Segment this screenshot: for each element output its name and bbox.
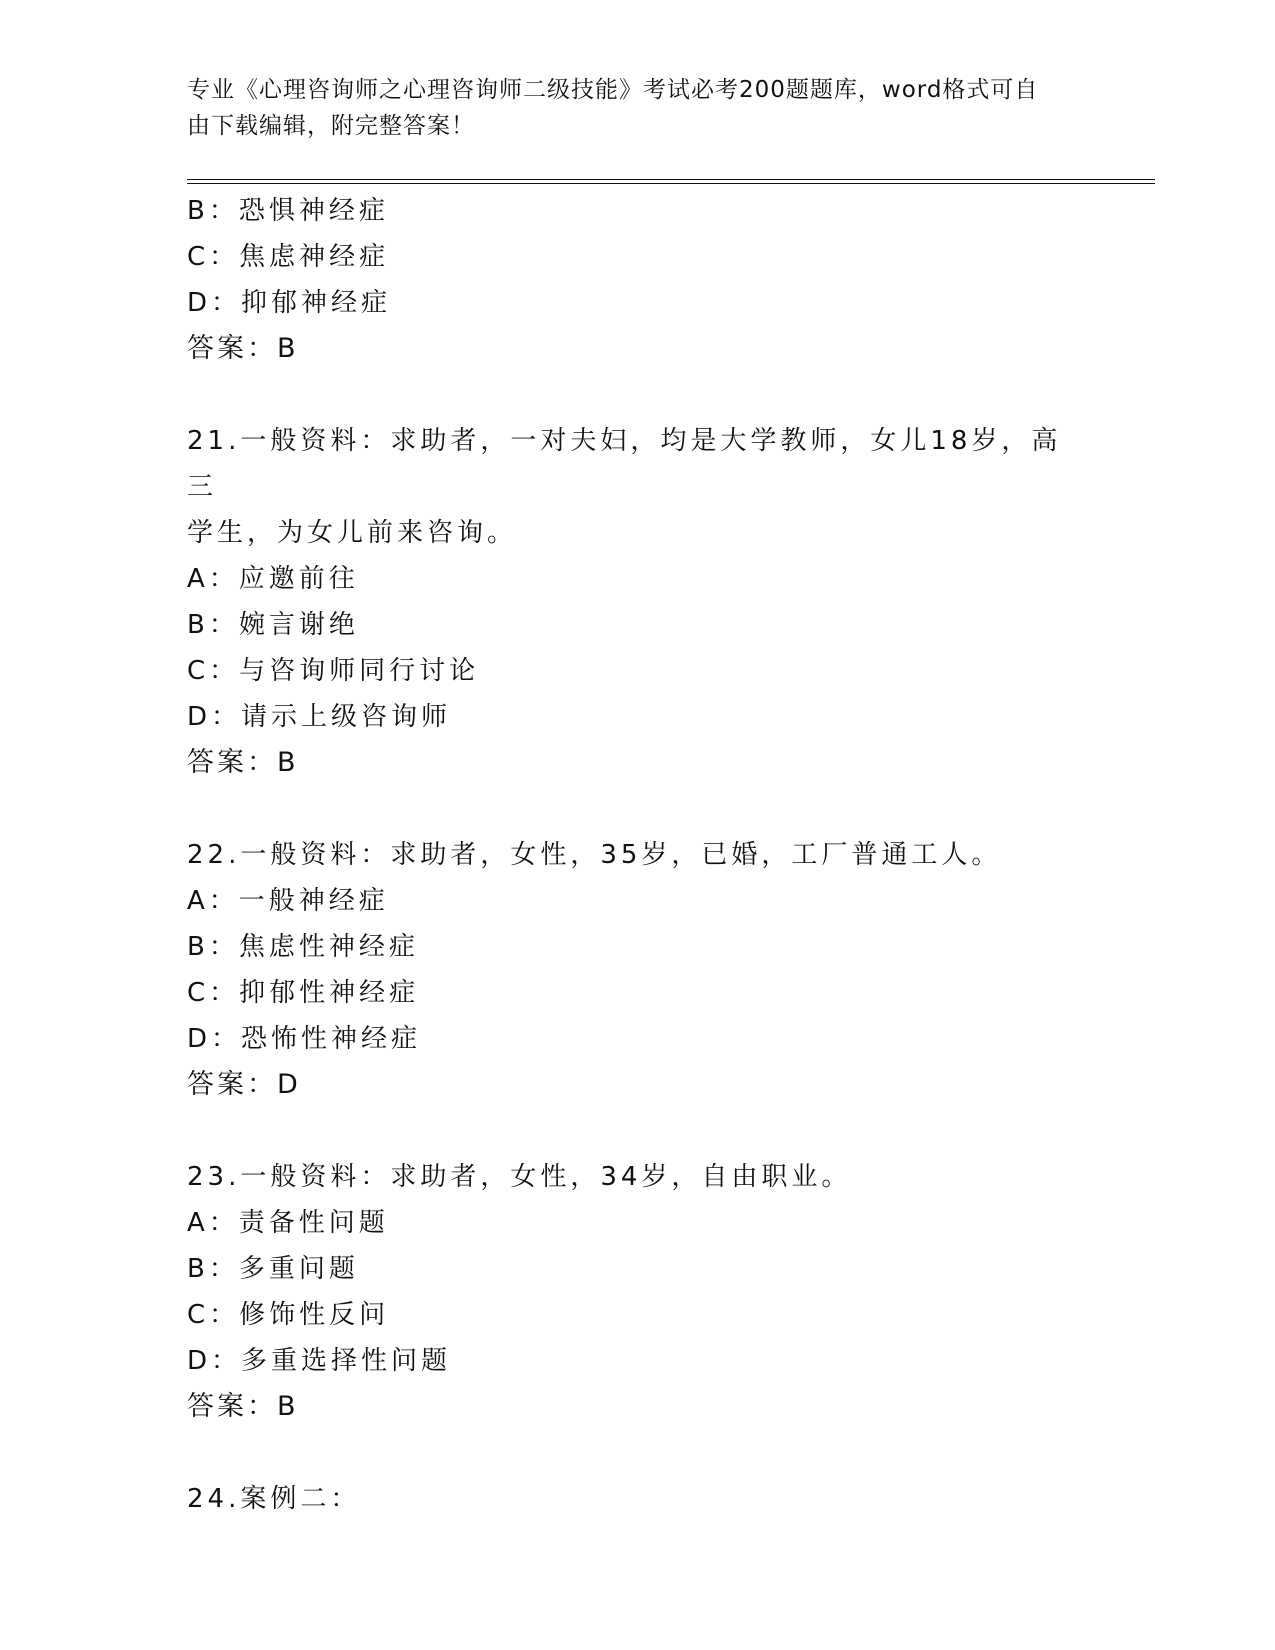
question-stem bbox=[187, 1154, 1067, 1200]
option-d: D：请示上级咨询师 bbox=[187, 702, 452, 732]
option-d: D：抑郁神经症 bbox=[187, 288, 392, 318]
option-b: B：焦虑性神经症 bbox=[187, 932, 419, 962]
question-stem-line-1: 22.一般资料：求助者，女性，35岁，已婚，工厂普通工人。 bbox=[187, 840, 1002, 870]
document-header bbox=[187, 72, 1067, 144]
answer-line: 答案：B bbox=[187, 1391, 299, 1422]
question-21 bbox=[187, 418, 1087, 786]
question-list bbox=[187, 188, 1087, 1522]
question-23 bbox=[187, 1154, 1087, 1430]
option-b: B：多重问题 bbox=[187, 1254, 359, 1284]
question-stem-line-2: 学生，为女儿前来咨询。 bbox=[187, 518, 518, 548]
answer-line: 答案：B bbox=[187, 333, 299, 364]
question-20-continued bbox=[187, 188, 1087, 372]
option-a: A：责备性问题 bbox=[187, 1208, 389, 1238]
option-c: C：修饰性反问 bbox=[187, 1300, 390, 1330]
question-22 bbox=[187, 832, 1087, 1108]
spacer bbox=[187, 372, 1087, 418]
question-stem bbox=[187, 832, 1067, 878]
question-stem-line-1: 23.一般资料：求助者，女性，34岁，自由职业。 bbox=[187, 1162, 852, 1192]
option-d: D：恐怖性神经症 bbox=[187, 1024, 422, 1054]
option-a: A：一般神经症 bbox=[187, 886, 389, 916]
answer-line: 答案：B bbox=[187, 747, 299, 778]
option-b: B：婉言谢绝 bbox=[187, 610, 359, 640]
answer-line: 答案：D bbox=[187, 1069, 301, 1100]
option-c: C：抑郁性神经症 bbox=[187, 978, 420, 1008]
question-stem bbox=[187, 418, 1067, 556]
question-stem-line-1: 24.案例二： bbox=[187, 1484, 361, 1514]
question-stem bbox=[187, 1476, 1067, 1522]
question-24 bbox=[187, 1476, 1087, 1522]
header-divider-bottom bbox=[187, 183, 1155, 184]
spacer bbox=[187, 786, 1087, 832]
header-divider-top bbox=[187, 179, 1155, 180]
option-c: C：与咨询师同行讨论 bbox=[187, 656, 480, 686]
header-title-line-2: 由下载编辑，附完整答案！ bbox=[187, 113, 475, 139]
spacer bbox=[187, 1108, 1087, 1154]
header-title-line-1: 专业《心理咨询师之心理咨询师二级技能》考试必考200题题库，word格式可自 bbox=[187, 77, 1039, 103]
question-stem-line-1: 21.一般资料：求助者，一对夫妇，均是大学教师，女儿18岁，高三 bbox=[187, 426, 1062, 502]
option-c: C：焦虑神经症 bbox=[187, 242, 390, 272]
spacer bbox=[187, 1430, 1087, 1476]
option-a: A：应邀前往 bbox=[187, 564, 359, 594]
option-b: B：恐惧神经症 bbox=[187, 196, 389, 226]
option-d: D：多重选择性问题 bbox=[187, 1346, 452, 1376]
